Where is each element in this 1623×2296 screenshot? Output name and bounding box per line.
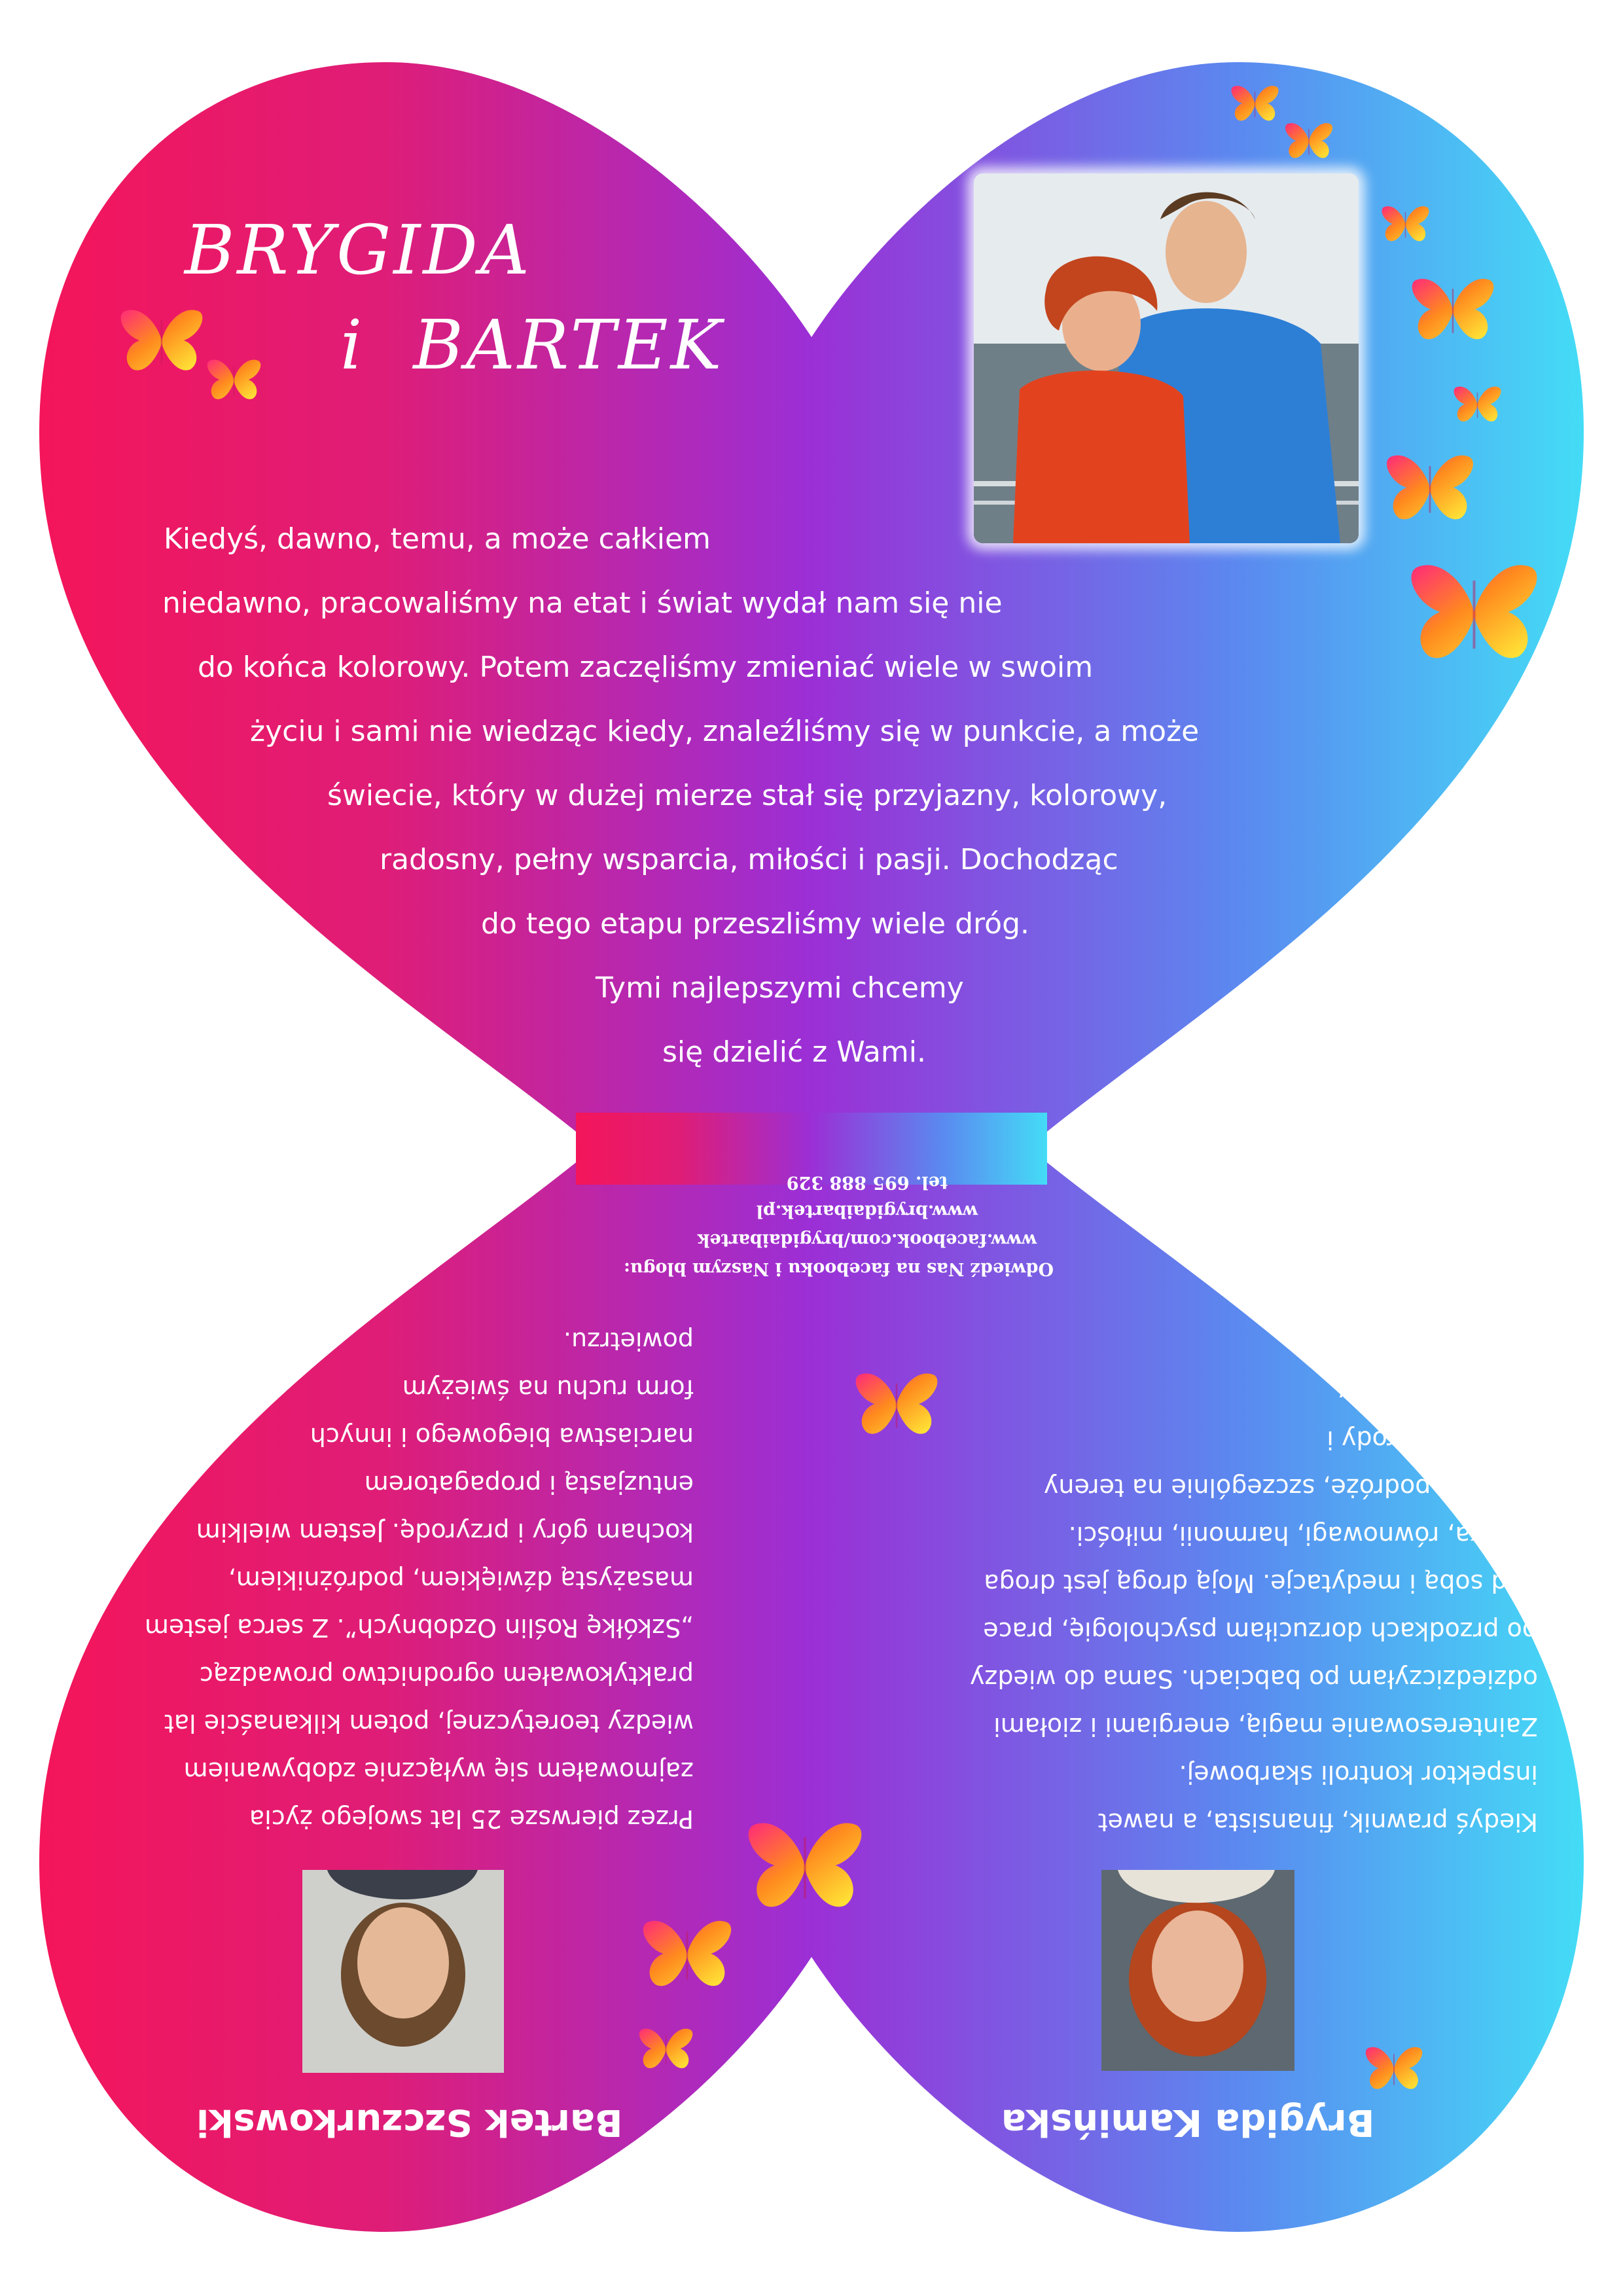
bartek-bio-line: praktykowałem ogrodnictwo prowadząc [199, 1661, 694, 1690]
brygida-bio-line: środka, równowagi, harmonii, miłości. [1068, 1521, 1538, 1550]
butterfly-icon [1410, 262, 1495, 357]
intro-line: radosny, pełny wsparcia, miłości i pasji. Dochodząc [380, 843, 1118, 876]
contact-website[interactable]: www.brygidaibartek.pl [756, 1201, 978, 1221]
butterfly-icon [119, 291, 204, 389]
bartek-portrait [302, 1870, 504, 2073]
contact-phone: tel. 695 888 329 [786, 1172, 948, 1193]
bartek-bio-line: powietrzu. [563, 1327, 694, 1355]
butterfly-icon [206, 350, 262, 409]
butterfly-icon [1230, 84, 1279, 123]
bartek-bio [105, 1316, 694, 1842]
intro-paragraph [131, 507, 1204, 1085]
brygida-bio-line: dzikiej przyrody i [1327, 1426, 1538, 1454]
brygida-portrait [1101, 1870, 1294, 2071]
brygida-bio-line: Kocham podróże, szczególnie na tereny [1043, 1473, 1538, 1502]
bartek-bio-line: wiedzy teoretycznej, potem kilkanaście lat [164, 1709, 694, 1738]
contact-heading: Odwiedź Nas na facebooku i Naszym blogu: [624, 1259, 1054, 1279]
butterfly-icon [1384, 452, 1476, 524]
butterfly-icon [638, 2022, 694, 2075]
bartek-bio-line: narciastwa biegowego i innych [310, 1422, 694, 1451]
butterfly-icon [746, 1813, 864, 1918]
intro-line: Kiedyś, dawno, temu, a może całkiem [164, 522, 711, 556]
bartek-bio-line: „Szkółkę Roślin Ozdobnych”. Z serca jestem [144, 1613, 694, 1642]
bartek-bio-line: entuzjastą i propagatorem [364, 1470, 694, 1499]
butterfly-icon [1364, 2042, 1423, 2094]
intro-line: życiu i sami nie wiedząc kiedy, znaleźliśmy się w punkcie, a może [250, 715, 1200, 748]
butterfly-icon [641, 1911, 733, 1996]
bartek-bio-line: masażystą dźwiękiem, podróżnikiem, [228, 1566, 694, 1594]
brygida-bio-line: Zainteresowanie magią, energiami i ziołami [993, 1712, 1538, 1741]
contact-facebook[interactable]: www.facebook.com/brygidaibartek [697, 1230, 1037, 1250]
intro-line: do końca kolorowy. Potem zaczęliśmy zmieniać wiele w swoim [198, 651, 1094, 684]
brygida-bio-line: w miejsca mocy. [1334, 1378, 1538, 1407]
bartek-bio-line: form ruchu na świeżym [402, 1374, 694, 1403]
brygida-bio-line: odziedziczyłam po babciach. Sama do wiedzy [969, 1664, 1538, 1693]
title-brygida: BRYGIDA [185, 210, 532, 290]
bartek-name: Bartek Szczurkowski [196, 2101, 623, 2144]
brygida-bio-line: po przodkach dorzuciłam psychologię, prace [983, 1617, 1538, 1645]
contact-block [624, 1165, 1054, 1283]
intro-line: Tymi najlepszymi chcemy [596, 971, 964, 1005]
brygida-bio-line: inspektor kontroli skarbowej. [1179, 1760, 1538, 1789]
intro-line: świecie, który w dużej mierze stał się przyjazny, kolorowy, [327, 779, 1168, 812]
bartek-bio-line: Przez pierwsze 25 lat swojego życia [249, 1804, 694, 1833]
butterfly-icon [1453, 383, 1502, 425]
butterfly-icon [1283, 121, 1335, 160]
brygida-bio-line: Kiedyś prawnik, finansista, a nawet [1097, 1808, 1538, 1837]
bartek-bio-line: zajmowałem się wyłącznie zdobywaniem [183, 1757, 694, 1785]
title-i-bartek: i BARTEK [340, 305, 724, 385]
bartek-bio-line: kocham góry i przyrodę. Jestem wielkim [196, 1518, 694, 1547]
intro-line: się dzielić z Wami. [662, 1035, 926, 1069]
brygida-bio-line: nad sobą i medytacje. Moją drogą jest droga [984, 1569, 1538, 1598]
butterfly-icon [854, 1368, 939, 1440]
butterfly-icon [1381, 204, 1430, 243]
intro-line: niedawno, pracowaliśmy na etat i świat wydał nam się nie [162, 586, 1003, 620]
butterfly-icon [1407, 560, 1541, 664]
couple-photo [974, 173, 1359, 543]
brygida-name: Brygida Kamińska [1001, 2101, 1375, 2144]
intro-line: do tego etapu przeszliśmy wiele dróg. [481, 907, 1029, 941]
